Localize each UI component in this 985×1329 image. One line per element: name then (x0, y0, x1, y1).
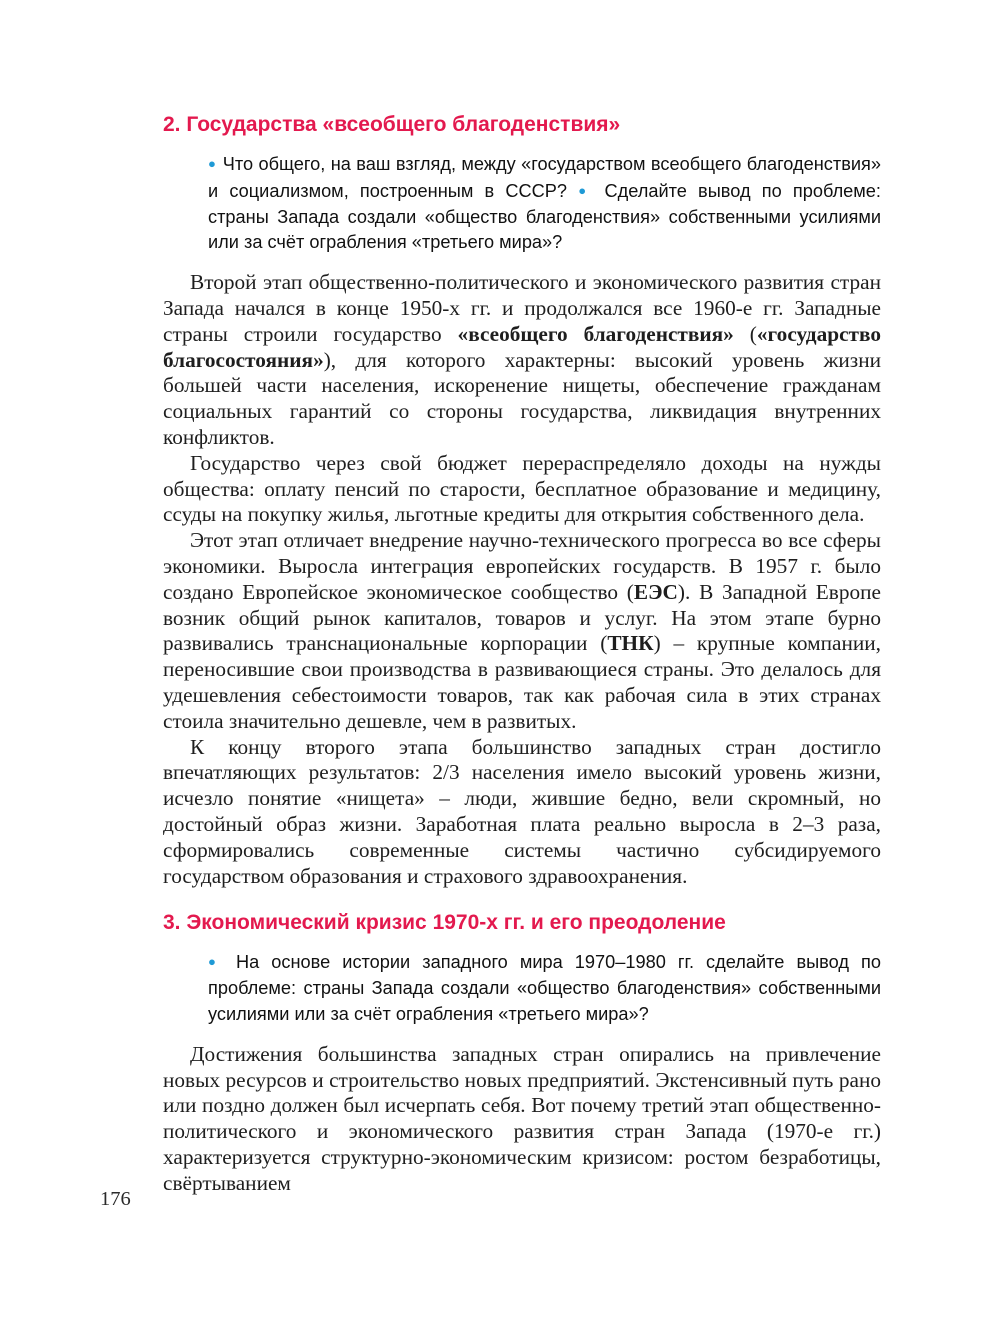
text-segment: ЕЭС (633, 579, 678, 604)
text-segment: Что общего, на ваш взгляд, между «государством всеобщего благоденствия» и социализмом, построенным в СССР? (208, 154, 881, 201)
section-crisis-1970s (163, 910, 881, 1196)
text-column (163, 112, 881, 1196)
text-segment: На основе истории западного мира 1970–1980 гг. сделайте вывод по проблеме: страны Запада создали «общество благоденствия» собственными усилиями или за счёт ограбления «третьего мира»? (208, 952, 881, 1024)
text-segment: Этот этап отличает внедрение научно-технического прогресса во все сферы экономики. Выросла интеграция европейских государств. В 1957 г. было создано Европейское экономическое сообщество ( (163, 528, 881, 604)
text-segment: Сделайте вывод по проблеме: страны Запада создали «общество благоденствия» собственными усилиями или за счёт ограбления «третьего мира»? (208, 180, 881, 253)
section-welfare-states (163, 112, 881, 889)
question-block-welfare (208, 151, 881, 256)
question-block-crisis (208, 949, 881, 1027)
text-segment: ТНК (607, 631, 654, 656)
text-segment: ( (733, 321, 757, 346)
text-segment: Второй этап общественно-политического и экономического развития стран Запада начался в конце 1950-х гг. и продолжался все 1960-е гг. Западные страны строили государство (163, 270, 881, 346)
text-segment: «государство благосостояния» (163, 321, 881, 372)
bullet-icon: ● (208, 954, 224, 970)
bullet-icon: ● (208, 156, 218, 171)
text-segment: Государство через свой бюджет перераспределяло доходы на нужды общества: оплату пенсий по старости, бесплатное образование и медицину, ссуды на покупку жилья, льготные кредиты для открытия собственного дела. (163, 450, 881, 527)
paragraph-scientific-progress (163, 528, 881, 734)
section-heading-welfare-states: 2. Государства «всеобщего благоденствия» (163, 113, 621, 136)
text-segment: ) – крупные компании, переносившие свои производства в развивающиеся страны. Это делалось для удешевления себестоимости товаров, так как рабочая сила в этих странах стоила значительно дешевле, чем в развитых. (163, 631, 881, 733)
text-segment: Достижения большинства западных стран опирались на привлечение новых ресурсов и строительство новых предприятий. Экстенсивный путь рано или поздно должен был исчерпать себя. Вот почему третий этап общественно-политического и экономического развития стран Запада (1970-е гг.) характеризуется структурно-экономическим кризисом: ростом безработицы, свёртыванием (163, 1041, 881, 1195)
text-segment: ), для которого характерны: высокий уровень жизни большей части населения, искоренение нищеты, обеспечение гражданам социальных гарантий со стороны государства, ликвидация внутренних конфликтов. (163, 347, 881, 449)
paragraph-budget-redistribution (163, 451, 881, 528)
text-segment: «всеобщего благоденствия» (457, 321, 734, 346)
text-segment: К концу второго этапа большинство западных стран достигло впечатляющих результатов: 2/3 населения имело высокий уровень жизни, исчезло понятие «нищета» – люди, жившие бедно, вели скромный, но достойный образ жизни. Заработная плата реально выросла в 2–3 раза, сформировались современные системы частично субсидируемого государством образования и страхового здравоохранения. (163, 734, 881, 888)
section-heading-crisis-1970s: 3. Экономический кризис 1970-х гг. и его преодоление (163, 911, 726, 935)
page-number: 176 (100, 1188, 131, 1210)
text-segment: ). В Западной Европе возник общий рынок капиталов, товаров и услуг. На этом этапе бурно развивались транснациональные корпорации ( (163, 579, 881, 656)
bullet-icon: ● (578, 182, 594, 198)
paragraph-stage-results (163, 735, 881, 890)
paragraph-extensive-path (163, 1042, 881, 1197)
paragraph-second-stage (163, 270, 881, 451)
